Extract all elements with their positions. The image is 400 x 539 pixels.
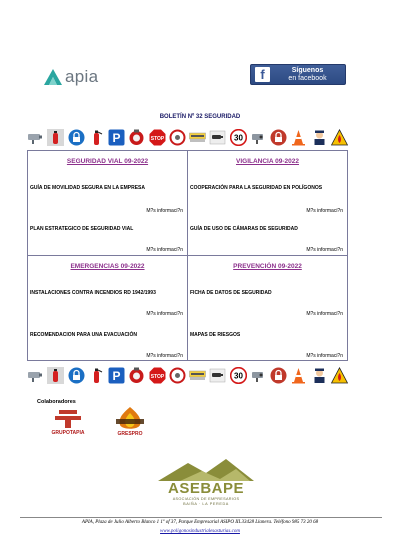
parking-sign-icon [108, 129, 125, 146]
cctv-camera-icon [27, 129, 44, 146]
svg-text:STOP: STOP [150, 373, 164, 380]
footer-address: APIA, Plaza de Julio Alberto Blanco 1 1º of 37, Parque Empresarial ASIPO III.33428 Llanera. Teléfono 985 73 20 68 [81, 520, 319, 525]
svg-text:30: 30 [233, 133, 243, 142]
section-vigilancia [188, 151, 347, 255]
asebape-name: ASEBAPE [167, 480, 245, 497]
cctv-camera-icon [250, 367, 267, 384]
footer-website-link[interactable]: www.poligonosindustrialesasturias.com [160, 529, 240, 534]
section-prevencion [188, 256, 347, 360]
facebook-follow-text [270, 67, 345, 83]
section-title[interactable]: EMERGENCIAS 09-2022 [70, 263, 145, 270]
more-info-link[interactable]: M?s informaci?n [146, 208, 183, 214]
sections-grid [27, 150, 348, 361]
svg-text:STOP: STOP [150, 135, 164, 142]
cctv-camera-icon [27, 367, 44, 384]
speed-30-icon [230, 129, 247, 146]
cctv-camera-icon [250, 129, 267, 146]
safety-icon-strip-top [27, 127, 348, 147]
fire-extinguisher-icon [88, 367, 105, 384]
speed-30-icon [230, 367, 247, 384]
section-title[interactable]: VIGILANCIA 09-2022 [236, 158, 299, 165]
asebape-subtitle2: BAIÑA · LA PEREDA [183, 502, 229, 506]
footer-divider [20, 517, 382, 518]
more-info-link[interactable]: M?s informaci?n [306, 208, 343, 214]
svg-text:P: P [112, 368, 121, 383]
fire-hose-icon [169, 367, 186, 384]
padlock-icon [68, 129, 85, 146]
fire-hose-icon [169, 129, 186, 146]
parking-sign-icon [108, 367, 125, 384]
safety-icon-strip-bottom [27, 365, 348, 385]
section-seguridad-vial [28, 151, 187, 255]
more-info-link[interactable]: M?s informaci?n [306, 311, 343, 317]
security-camera-icon [209, 129, 226, 146]
svg-text:P: P [112, 130, 121, 145]
svg-text:30: 30 [233, 371, 243, 380]
facebook-line1: Síguenos [291, 66, 324, 74]
padlock-icon [270, 129, 287, 146]
grupotapia-text: GRUPOTAPIA [51, 430, 85, 436]
security-guard-icon [311, 367, 328, 384]
section-title[interactable]: PREVENCIÓN 09-2022 [233, 263, 302, 270]
traffic-cone-icon [290, 129, 307, 146]
fire-alarm-icon [128, 129, 145, 146]
stop-sign-icon [149, 367, 166, 384]
section-item-link[interactable]: GUÍA DE USO DE CÁMARAS DE SEGURIDAD [190, 226, 298, 232]
grespro-logo[interactable] [110, 406, 150, 439]
asebape-mountain-icon [150, 457, 262, 481]
apia-logo-text: apia [65, 67, 99, 86]
parking-barrier-icon [189, 129, 206, 146]
security-camera-icon [209, 367, 226, 384]
facebook-icon: f [255, 67, 270, 82]
section-item-link[interactable]: RECOMENDACION PARA UNA EVACUACIÓN [30, 332, 137, 338]
security-guard-icon [311, 129, 328, 146]
fire-extinguisher-icon [47, 367, 64, 384]
section-item-link[interactable]: INSTALACIONES CONTRA INCENDIOS RD 1942/1993 [30, 290, 156, 296]
asebape-logo[interactable] [150, 457, 262, 512]
padlock-icon [270, 367, 287, 384]
more-info-link[interactable]: M?s informaci?n [306, 353, 343, 359]
section-item-link[interactable]: FICHA DE DATOS DE SEGURIDAD [190, 290, 272, 296]
apia-logo[interactable] [44, 66, 98, 88]
section-item-link[interactable]: GUÍA DE MOVILIDAD SEGURA EN LA EMPRESA [30, 185, 146, 191]
fire-extinguisher-icon [47, 129, 64, 146]
flammable-warning-icon [331, 129, 348, 146]
more-info-link[interactable]: M?s informaci?n [146, 353, 183, 359]
grespro-flame-icon [110, 406, 150, 431]
collaborators-label: Colaboradores [37, 399, 76, 405]
facebook-line2: en facebook [288, 74, 327, 82]
facebook-follow-banner[interactable] [250, 64, 346, 85]
section-item-link[interactable]: COOPERACIÓN PARA LA SEGURIDAD EN POLÍGONOS [190, 185, 323, 191]
section-emergencias [28, 256, 187, 360]
fire-alarm-icon [128, 367, 145, 384]
more-info-link[interactable]: M?s informaci?n [146, 311, 183, 317]
fire-extinguisher-icon [88, 129, 105, 146]
padlock-icon [68, 367, 85, 384]
asebape-subtitle: ASOCIACIÓN DE EMPRESARIOS [172, 497, 240, 501]
apia-logo-mark-icon [44, 69, 62, 85]
grupotapia-logo[interactable] [44, 409, 92, 439]
section-item-link[interactable]: PLAN ESTRATEGICO DE SEGURIDAD VIAL [30, 226, 134, 232]
flammable-warning-icon [331, 367, 348, 384]
grespro-text: GRESPRO [117, 431, 143, 437]
traffic-cone-icon [290, 367, 307, 384]
section-item-link[interactable]: MAPAS DE RIESGOS [190, 332, 241, 338]
stop-sign-icon [149, 129, 166, 146]
grupotapia-mark-icon [44, 409, 92, 429]
section-title[interactable]: SEGURIDAD VIAL 09-2022 [66, 158, 149, 165]
more-info-link[interactable]: M?s informaci?n [146, 247, 183, 253]
parking-barrier-icon [189, 367, 206, 384]
more-info-link[interactable]: M?s informaci?n [306, 247, 343, 253]
bulletin-title: BOLETÍN Nº 32 SEGURIDAD [159, 114, 241, 120]
